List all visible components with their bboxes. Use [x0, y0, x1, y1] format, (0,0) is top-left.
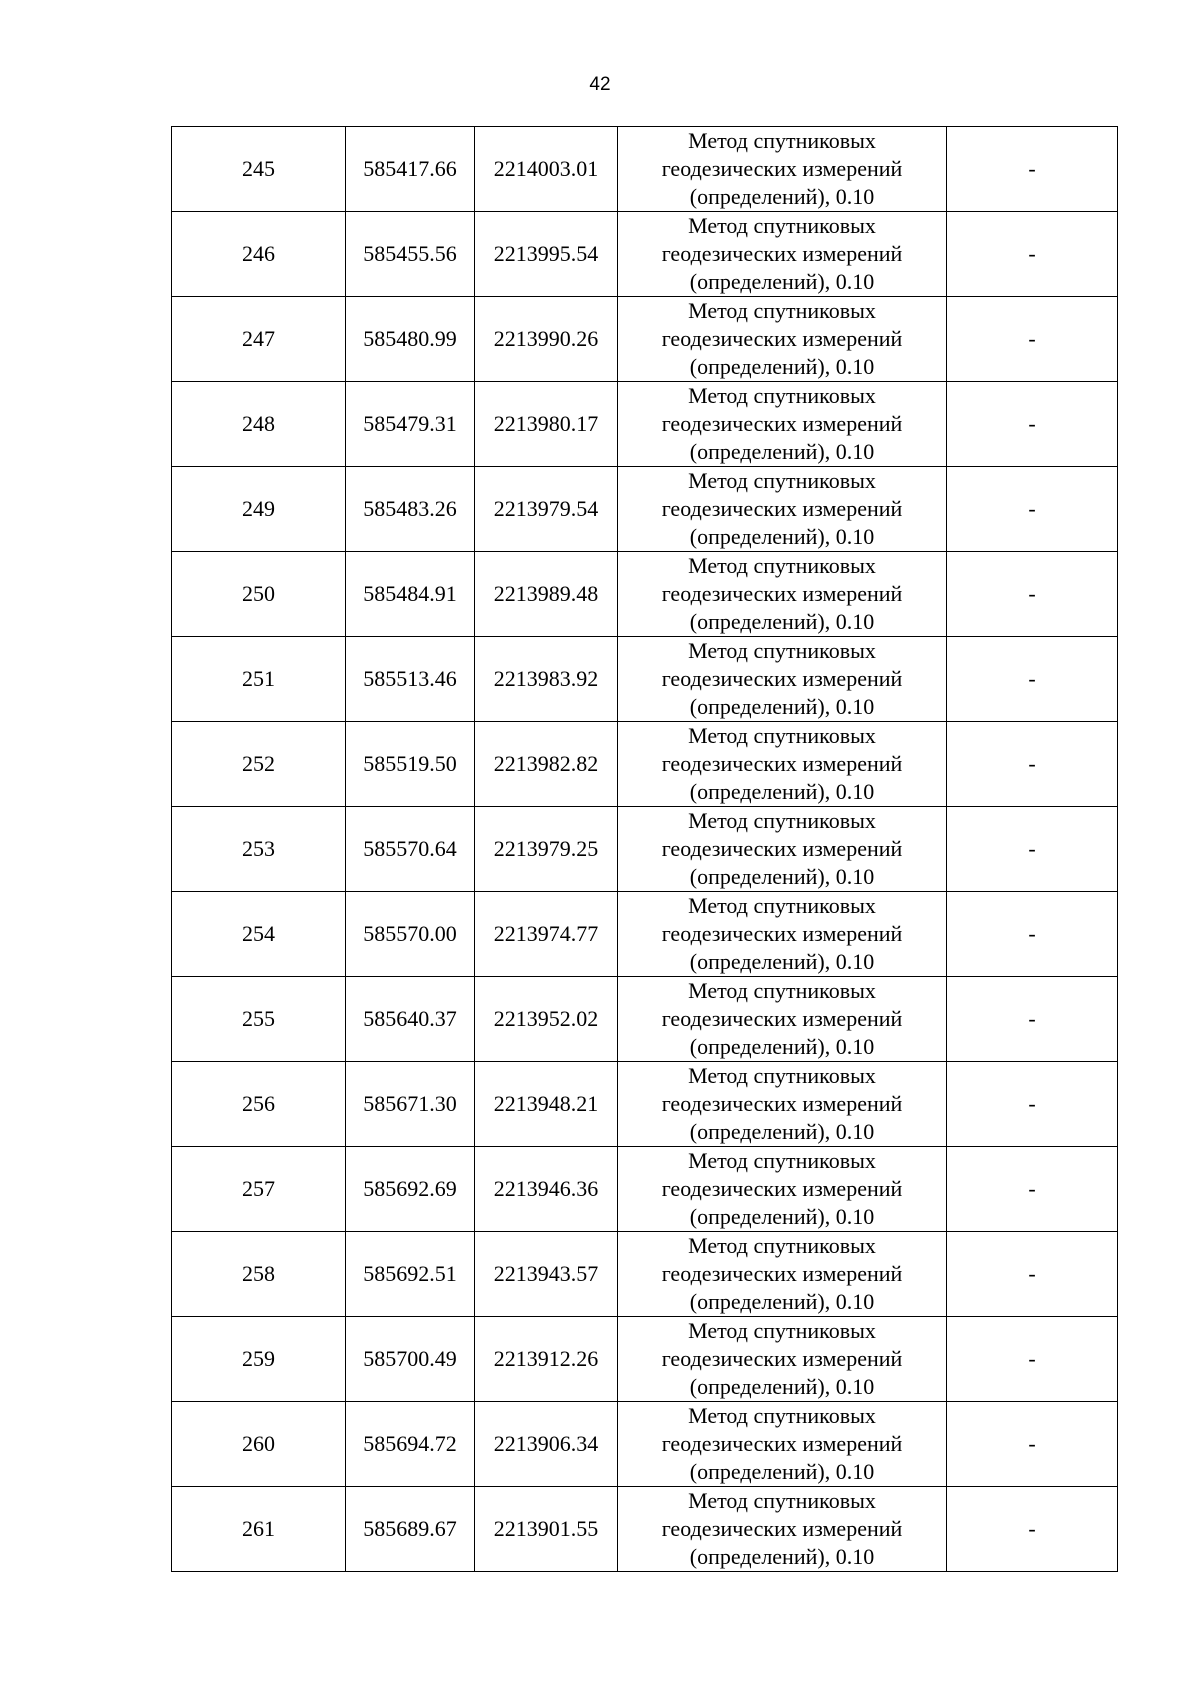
method-text-line: геодезических измерений [661, 666, 903, 691]
table-row [172, 1317, 1118, 1402]
method-cell [618, 382, 947, 467]
y-coordinate-cell: 2213983.92 [475, 637, 618, 722]
method-text-line: геодезических измерений [661, 1006, 903, 1031]
table-row [172, 552, 1118, 637]
method-text-line: геодезических измерений [661, 836, 903, 861]
x-coordinate-cell: 585455.56 [346, 212, 475, 297]
note-cell: - [947, 1062, 1118, 1147]
method-text-line: Метод спутниковых [688, 1148, 876, 1173]
note-cell: - [947, 1317, 1118, 1402]
x-coordinate-cell: 585640.37 [346, 977, 475, 1062]
table-row [172, 722, 1118, 807]
method-cell [618, 1487, 947, 1572]
x-coordinate-cell: 585570.00 [346, 892, 475, 977]
method-cell [618, 552, 947, 637]
method-text-line: геодезических измерений [661, 241, 903, 266]
note-cell: - [947, 297, 1118, 382]
method-text-line: геодезических измерений [661, 1261, 903, 1286]
table-row [172, 1062, 1118, 1147]
method-cell [618, 892, 947, 977]
table-row [172, 807, 1118, 892]
point-number-cell: 258 [172, 1232, 346, 1317]
table-row [172, 127, 1118, 212]
point-number-cell: 253 [172, 807, 346, 892]
method-text-line: Метод спутниковых [688, 468, 876, 493]
point-number-cell: 254 [172, 892, 346, 977]
method-text-line: (определений), 0.10 [689, 1034, 875, 1059]
method-cell [618, 1402, 947, 1487]
method-text-line: геодезических измерений [661, 1516, 903, 1541]
point-number-cell: 257 [172, 1147, 346, 1232]
method-cell [618, 1062, 947, 1147]
method-cell [618, 637, 947, 722]
table-row [172, 297, 1118, 382]
method-text-line: геодезических измерений [661, 156, 903, 181]
y-coordinate-cell: 2213948.21 [475, 1062, 618, 1147]
note-cell: - [947, 382, 1118, 467]
point-number-cell: 249 [172, 467, 346, 552]
method-text-line: геодезических измерений [661, 411, 903, 436]
y-coordinate-cell: 2213990.26 [475, 297, 618, 382]
x-coordinate-cell: 585671.30 [346, 1062, 475, 1147]
point-number-cell: 252 [172, 722, 346, 807]
method-text-line: геодезических измерений [661, 1176, 903, 1201]
y-coordinate-cell: 2213979.54 [475, 467, 618, 552]
method-text-line: (определений), 0.10 [689, 609, 875, 634]
table-row [172, 467, 1118, 552]
point-number-cell: 246 [172, 212, 346, 297]
x-coordinate-cell: 585692.69 [346, 1147, 475, 1232]
method-text-line: (определений), 0.10 [689, 439, 875, 464]
note-cell: - [947, 1147, 1118, 1232]
method-text-line: (определений), 0.10 [689, 1459, 875, 1484]
y-coordinate-cell: 2214003.01 [475, 127, 618, 212]
method-text-line: геодезических измерений [661, 581, 903, 606]
y-coordinate-cell: 2213946.36 [475, 1147, 618, 1232]
note-cell: - [947, 977, 1118, 1062]
method-text-line: (определений), 0.10 [689, 184, 875, 209]
method-cell [618, 212, 947, 297]
method-text-line: Метод спутниковых [688, 553, 876, 578]
y-coordinate-cell: 2213952.02 [475, 977, 618, 1062]
page-number: 42 [589, 74, 611, 95]
table-row [172, 1232, 1118, 1317]
y-coordinate-cell: 2213974.77 [475, 892, 618, 977]
note-cell: - [947, 1402, 1118, 1487]
point-number-cell: 259 [172, 1317, 346, 1402]
method-cell [618, 297, 947, 382]
method-text-line: геодезических измерений [661, 751, 903, 776]
method-text-line: Метод спутниковых [688, 638, 876, 663]
x-coordinate-cell: 585479.31 [346, 382, 475, 467]
note-cell: - [947, 552, 1118, 637]
x-coordinate-cell: 585700.49 [346, 1317, 475, 1402]
method-cell [618, 722, 947, 807]
method-text-line: Метод спутниковых [688, 213, 876, 238]
coordinates-table [171, 126, 1118, 1572]
method-text-line: Метод спутниковых [688, 978, 876, 1003]
y-coordinate-cell: 2213982.82 [475, 722, 618, 807]
note-cell: - [947, 1232, 1118, 1317]
point-number-cell: 261 [172, 1487, 346, 1572]
method-text-line: геодезических измерений [661, 921, 903, 946]
point-number-cell: 255 [172, 977, 346, 1062]
method-text-line: Метод спутниковых [688, 1063, 876, 1088]
x-coordinate-cell: 585570.64 [346, 807, 475, 892]
y-coordinate-cell: 2213901.55 [475, 1487, 618, 1572]
method-cell [618, 127, 947, 212]
note-cell: - [947, 637, 1118, 722]
y-coordinate-cell: 2213943.57 [475, 1232, 618, 1317]
method-text-line: Метод спутниковых [688, 808, 876, 833]
method-text-line: (определений), 0.10 [689, 1544, 875, 1569]
x-coordinate-cell: 585483.26 [346, 467, 475, 552]
table-row [172, 637, 1118, 722]
y-coordinate-cell: 2213980.17 [475, 382, 618, 467]
note-cell: - [947, 127, 1118, 212]
note-cell: - [947, 467, 1118, 552]
point-number-cell: 247 [172, 297, 346, 382]
method-text-line: Метод спутниковых [688, 723, 876, 748]
method-text-line: (определений), 0.10 [689, 949, 875, 974]
method-text-line: (определений), 0.10 [689, 269, 875, 294]
method-text-line: (определений), 0.10 [689, 864, 875, 889]
note-cell: - [947, 892, 1118, 977]
table-row [172, 1402, 1118, 1487]
x-coordinate-cell: 585519.50 [346, 722, 475, 807]
method-text-line: (определений), 0.10 [689, 1374, 875, 1399]
y-coordinate-cell: 2213989.48 [475, 552, 618, 637]
method-text-line: (определений), 0.10 [689, 1204, 875, 1229]
method-text-line: (определений), 0.10 [689, 694, 875, 719]
point-number-cell: 248 [172, 382, 346, 467]
method-text-line: геодезических измерений [661, 326, 903, 351]
table-row [172, 382, 1118, 467]
table-row [172, 892, 1118, 977]
y-coordinate-cell: 2213995.54 [475, 212, 618, 297]
note-cell: - [947, 722, 1118, 807]
method-text-line: (определений), 0.10 [689, 779, 875, 804]
method-text-line: Метод спутниковых [688, 298, 876, 323]
point-number-cell: 250 [172, 552, 346, 637]
note-cell: - [947, 807, 1118, 892]
x-coordinate-cell: 585513.46 [346, 637, 475, 722]
method-text-line: Метод спутниковых [688, 893, 876, 918]
y-coordinate-cell: 2213979.25 [475, 807, 618, 892]
method-cell [618, 1317, 947, 1402]
coordinates-table-body [172, 127, 1118, 1572]
method-text-line: Метод спутниковых [688, 1488, 876, 1513]
method-text-line: (определений), 0.10 [689, 354, 875, 379]
method-text-line: геодезических измерений [661, 1091, 903, 1116]
y-coordinate-cell: 2213912.26 [475, 1317, 618, 1402]
x-coordinate-cell: 585480.99 [346, 297, 475, 382]
x-coordinate-cell: 585484.91 [346, 552, 475, 637]
method-cell [618, 807, 947, 892]
y-coordinate-cell: 2213906.34 [475, 1402, 618, 1487]
x-coordinate-cell: 585689.67 [346, 1487, 475, 1572]
method-text-line: Метод спутниковых [688, 383, 876, 408]
x-coordinate-cell: 585692.51 [346, 1232, 475, 1317]
method-text-line: геодезических измерений [661, 1431, 903, 1456]
method-cell [618, 1232, 947, 1317]
x-coordinate-cell: 585417.66 [346, 127, 475, 212]
note-cell: - [947, 212, 1118, 297]
method-text-line: Метод спутниковых [688, 1233, 876, 1258]
note-cell: - [947, 1487, 1118, 1572]
method-cell [618, 1147, 947, 1232]
point-number-cell: 256 [172, 1062, 346, 1147]
x-coordinate-cell: 585694.72 [346, 1402, 475, 1487]
method-text-line: геодезических измерений [661, 496, 903, 521]
method-text-line: Метод спутниковых [688, 1403, 876, 1428]
method-cell [618, 467, 947, 552]
method-text-line: (определений), 0.10 [689, 524, 875, 549]
method-text-line: геодезических измерений [661, 1346, 903, 1371]
point-number-cell: 260 [172, 1402, 346, 1487]
table-row [172, 212, 1118, 297]
point-number-cell: 251 [172, 637, 346, 722]
point-number-cell: 245 [172, 127, 346, 212]
method-text-line: Метод спутниковых [688, 1318, 876, 1343]
method-text-line: Метод спутниковых [688, 128, 876, 153]
table-row [172, 1147, 1118, 1232]
method-text-line: (определений), 0.10 [689, 1289, 875, 1314]
method-cell [618, 977, 947, 1062]
method-text-line: (определений), 0.10 [689, 1119, 875, 1144]
table-row [172, 1487, 1118, 1572]
table-row [172, 977, 1118, 1062]
